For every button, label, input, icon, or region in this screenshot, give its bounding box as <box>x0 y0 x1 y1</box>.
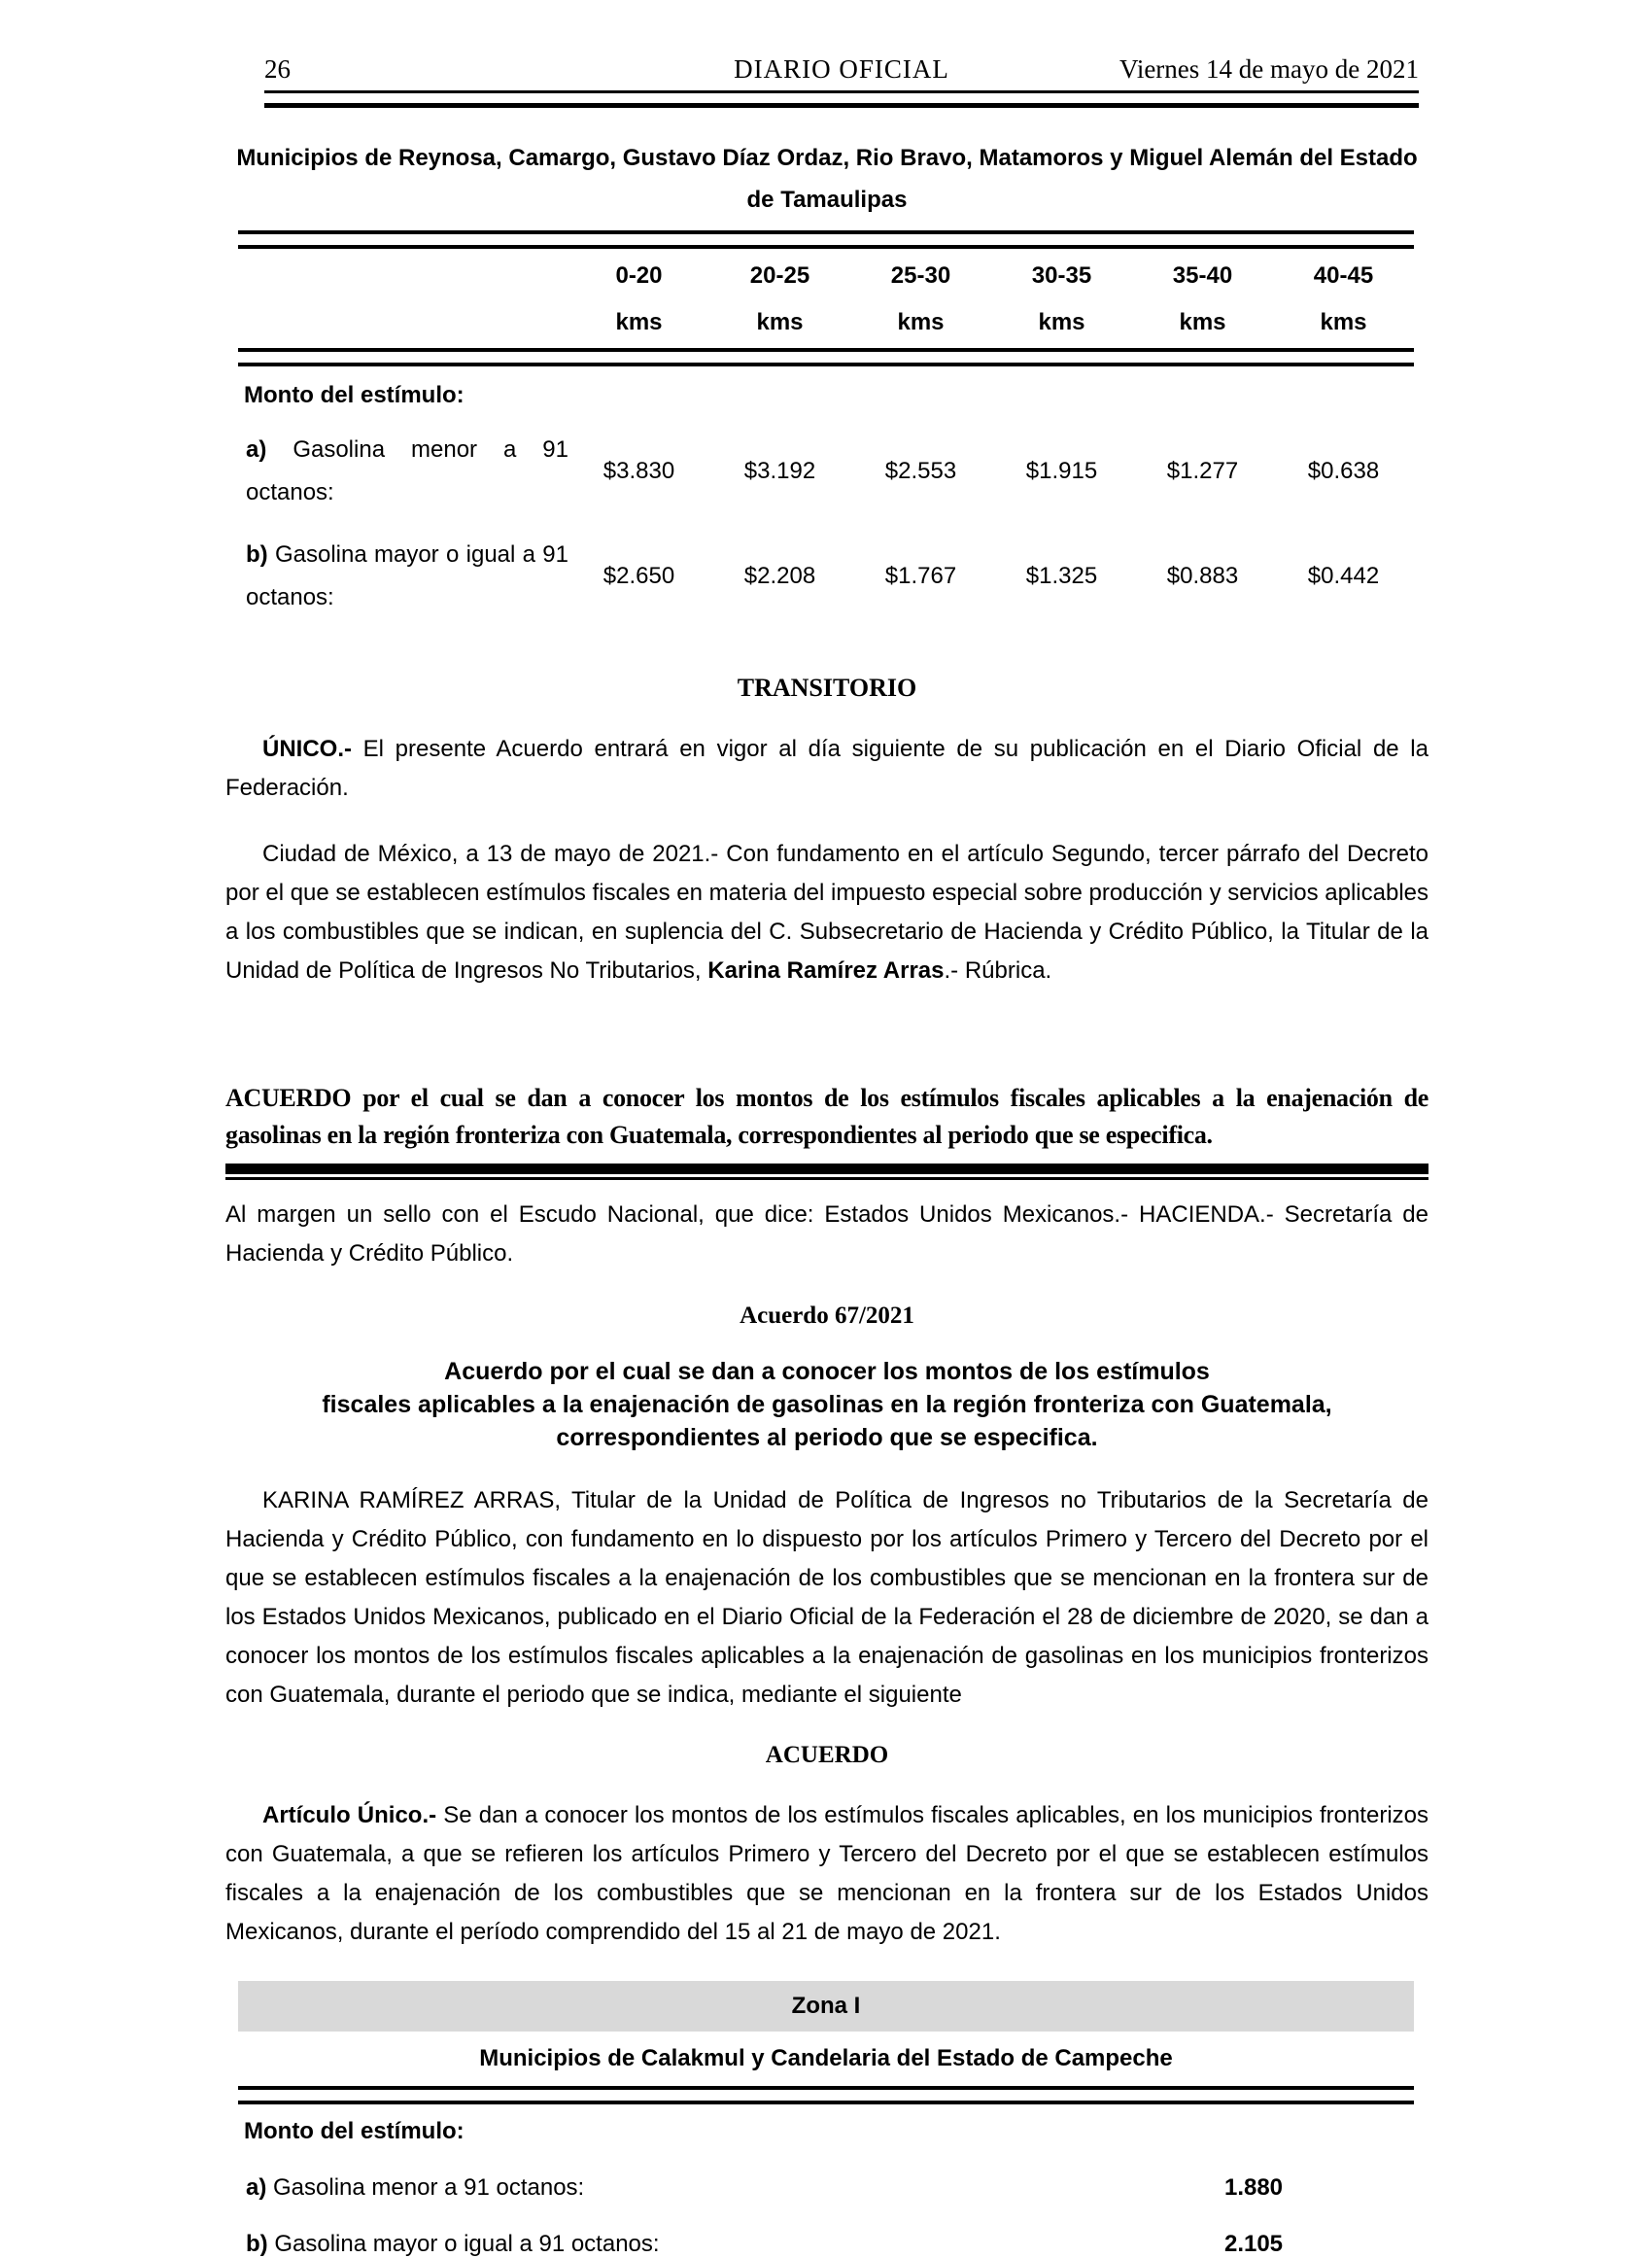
tamaulipas-table-title: Municipios de Reynosa, Camargo, Gustavo Díaz Ordaz, Rio Bravo, Matamoros y Miguel Alemán del Estado de Tamaulipas <box>236 145 1418 213</box>
column-range: 25-30 <box>890 262 951 289</box>
value-cell: $1.915 <box>1025 458 1098 484</box>
column-unit: kms <box>1038 309 1085 335</box>
column-range: 20-25 <box>749 262 810 289</box>
page-header <box>264 54 1419 85</box>
tamaulipas-table-header-row <box>238 249 1414 348</box>
value-cell: $3.830 <box>602 458 675 484</box>
section-label: Monto del estímulo: <box>244 382 465 408</box>
acuerdo-heading-line: fiscales aplicables a la enajenación de gasolinas en la región fronteriza con Guatemala, <box>322 1391 1332 1418</box>
header-spacer-cell <box>238 253 568 346</box>
value-cell: $1.277 <box>1166 458 1239 484</box>
row-label-text: Gasolina menor a 91 octanos: <box>273 2174 585 2201</box>
table-row <box>238 429 1414 514</box>
row-prefix: b) <box>246 541 268 568</box>
articulo-unico-paragraph <box>225 1796 1428 1952</box>
row-prefix: a) <box>246 436 267 463</box>
value-cell: $1.767 <box>884 563 957 589</box>
row-label-text: Gasolina mayor o igual a 91 octanos: <box>274 2231 660 2257</box>
acuerdo-word-heading: ACUERDO <box>765 1742 889 1768</box>
value-cell: $0.883 <box>1166 563 1239 589</box>
row-prefix: b) <box>246 2231 268 2257</box>
column-unit: kms <box>756 309 804 335</box>
column-header-30-35 <box>991 253 1132 346</box>
unico-prefix: ÚNICO.- <box>262 736 352 762</box>
value-cell: $3.192 <box>743 458 816 484</box>
value-cell: 2.105 <box>1223 2231 1284 2257</box>
page-number: 26 <box>264 54 291 84</box>
value-cell: $2.208 <box>743 563 816 589</box>
articulo-prefix: Artículo Único.- <box>262 1802 437 1828</box>
value-cell: $0.442 <box>1307 563 1380 589</box>
row-label <box>238 429 568 514</box>
column-unit: kms <box>897 309 945 335</box>
column-range: 35-40 <box>1172 262 1233 289</box>
table-row <box>238 2231 1414 2258</box>
value-cell: $0.638 <box>1307 458 1380 484</box>
page-content <box>225 0 1428 2258</box>
table-top-rule <box>238 230 1414 249</box>
acuerdo-heading-line: Acuerdo por el cual se dan a conocer los montos de los estímulos <box>444 1358 1210 1385</box>
issue-date: Viernes 14 de mayo de 2021 <box>1119 54 1419 84</box>
unico-text: El presente Acuerdo entrará en vigor al día siguiente de su publicación en el Diario Oficial de la Federación. <box>225 736 1428 801</box>
firma-name: Karina Ramírez Arras <box>707 957 945 984</box>
acuerdo-number: Acuerdo 67/2021 <box>740 1303 914 1329</box>
column-header-20-25 <box>709 253 850 346</box>
column-header-0-20 <box>568 253 709 346</box>
row-label <box>246 2174 1093 2202</box>
value-cell: $1.325 <box>1025 563 1098 589</box>
column-header-25-30 <box>850 253 991 346</box>
section-label: Monto del estímulo: <box>244 2118 465 2144</box>
value-cell: $2.553 <box>884 458 957 484</box>
column-unit: kms <box>1320 309 1367 335</box>
al-margen-paragraph: Al margen un sello con el Escudo Nacional, que dice: Estados Unidos Mexicanos.- HACIENDA.- Secretaría de Hacienda y Crédito Público. <box>225 1201 1428 1267</box>
table-row <box>238 2174 1414 2202</box>
value-cell: 1.880 <box>1223 2174 1284 2201</box>
acuerdo-heading-line: correspondientes al periodo que se especifica. <box>556 1424 1098 1451</box>
column-range: 0-20 <box>615 262 663 289</box>
column-range: 40-45 <box>1313 262 1374 289</box>
row-label-text: Gasolina menor a 91 octanos: <box>246 436 568 505</box>
row-label <box>246 2231 1093 2258</box>
journal-title: DIARIO OFICIAL <box>734 54 949 84</box>
tamaulipas-table <box>238 230 1414 619</box>
header-rule <box>264 90 1419 108</box>
table-header-bottom-rule <box>238 348 1414 366</box>
acuerdo-heading <box>225 1355 1428 1454</box>
articulo-text: Se dan a conocer los montos de los estímulos fiscales aplicables, en los municipios fronterizos con Guatemala, a que se refieren los artículos Primero y Tercero del Decreto por el que se establecen estímulos fiscales a la enajenación de los combustibles que se mencionan en la frontera sur de los Estados Unidos Mexicanos, durante el período comprendido del 15 al 21 de mayo de 2021. <box>225 1802 1428 1945</box>
firma-text: Ciudad de México, a 13 de mayo de 2021.- Con fundamento en el artículo Segundo, tercer párrafo del Decreto por el que se establecen estímulos fiscales en materia del impuesto especial sobre producción y servicios aplicables a los combustibles que se indican, en suplencia del C. Subsecretario de Hacienda y Crédito Público, la Titular de la Unidad de Política de Ingresos No Tributarios, <box>225 841 1428 984</box>
column-header-35-40 <box>1132 253 1273 346</box>
firma-suffix: .- Rúbrica. <box>944 957 1052 984</box>
acuerdo-banner-text: ACUERDO por el cual se dan a conocer los montos de los estímulos fiscales aplicables a la enajenación de gasolinas en la región fronteriza con Guatemala, correspondientes al periodo que se especifica. <box>225 1084 1428 1149</box>
unico-paragraph <box>225 730 1428 808</box>
column-unit: kms <box>1179 309 1226 335</box>
campeche-table-title: Municipios de Calakmul y Candelaria del Estado de Campeche <box>479 2045 1173 2071</box>
campeche-table <box>238 1981 1414 2258</box>
table-rule <box>238 2086 1414 2104</box>
table-row <box>238 534 1414 619</box>
zone-header: Zona I <box>238 1981 1414 2032</box>
column-unit: kms <box>615 309 663 335</box>
row-label <box>238 534 568 619</box>
banner-thin-rule <box>225 1177 1428 1180</box>
acuerdo-banner <box>225 1080 1428 1180</box>
banner-thick-rule <box>225 1164 1428 1174</box>
firma-paragraph <box>225 835 1428 990</box>
column-range: 30-35 <box>1031 262 1092 289</box>
value-cell: $2.650 <box>602 563 675 589</box>
row-label-text: Gasolina mayor o igual a 91 octanos: <box>246 541 568 610</box>
column-header-40-45 <box>1273 253 1414 346</box>
karina-paragraph: KARINA RAMÍREZ ARRAS, Titular de la Unidad de Política de Ingresos no Tributarios de la Secretaría de Hacienda y Crédito Público, con fundamento en lo dispuesto por los artículos Primero y Tercero del Decreto por el que se establecen estímulos fiscales a la enajenación de los combustibles que se mencionan en la frontera sur de los Estados Unidos Mexicanos, publicado en el Diario Oficial de la Federación el 28 de diciembre de 2020, se dan a conocer los montos de los estímulos fiscales aplicables a la enajenación de gasolinas en los municipios fronterizos con Guatemala, durante el periodo que se indica, mediante el siguiente <box>225 1487 1428 1708</box>
row-prefix: a) <box>246 2174 267 2201</box>
transitorio-heading: TRANSITORIO <box>737 674 917 702</box>
